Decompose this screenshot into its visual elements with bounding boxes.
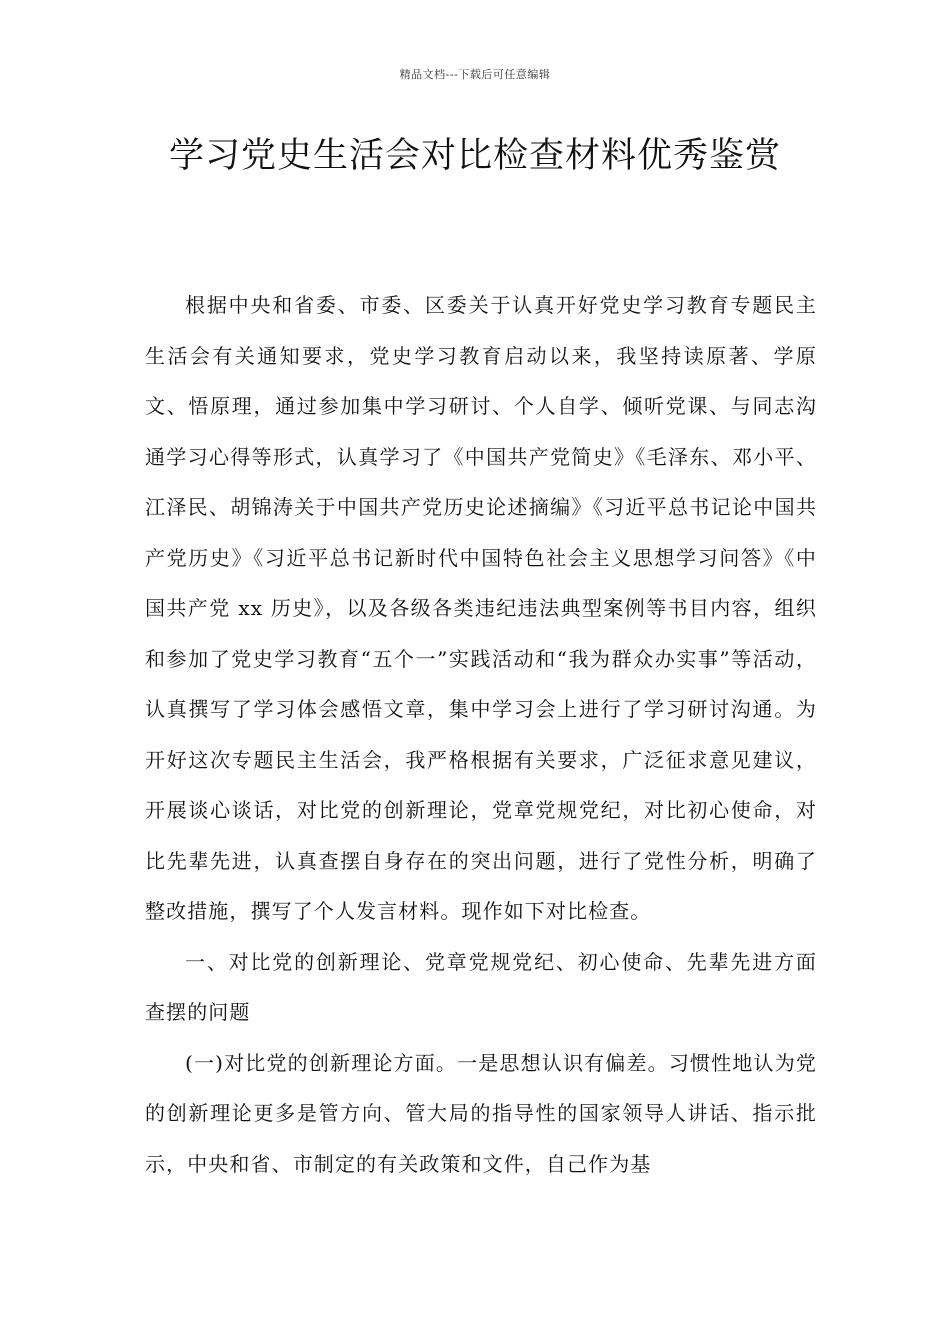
section-heading-1: 一、对比党的创新理论、党章党规党纪、初心使命、先辈先进方面查摆的问题 — [145, 949, 817, 1024]
document-body — [145, 280, 817, 1189]
header-note: 精品文档---下载后可任意编辑 — [399, 68, 551, 81]
document-title: 学习党史生活会对比检查材料优秀鉴赏 — [168, 136, 781, 176]
paragraph-subsection-1: (一)对比党的创新理论方面。一是思想认识有偏差。习惯性地认为党的创新理论更多是管方向、管大局的指导性的国家领导人讲话、指示批示，中央和省、市制定的有关政策和文件，自己作为基 — [145, 1050, 817, 1176]
paragraph-intro: 根据中央和省委、市委、区委关于认真开好党史学习教育专题民主生活会有关通知要求，党史学习教育启动以来，我坚持读原著、学原文、悟原理，通过参加集中学习研讨、个人自学、倾听党课、与同志沟通学习心得等形式，认真学习了《中国共产党简史》《毛泽东、邓小平、江泽民、胡锦涛关于中国共产党历史论述摘编》《习近平总书记论中国共产党历史》《习近平总书记新时代中国特色社会主义思想学习问答》《中国共产党 xx 历史》，以及各级各类违纪违法典型案例等书目内容，组织和参加了党史学习教育“五个一”实践活动和“我为群众办实事”等活动，认真撰写了学习体会感悟文章，集中学习会上进行了学习研讨沟通。为开好这次专题民主生活会，我严格根据有关要求，广泛征求意见建议，开展谈心谈话，对比党的创新理论，党章党规党纪，对比初心使命，对比先辈先进，认真查摆自身存在的突出问题，进行了党性分析，明确了整改措施，撰写了个人发言材料。现作如下对比检查。 — [145, 293, 817, 923]
